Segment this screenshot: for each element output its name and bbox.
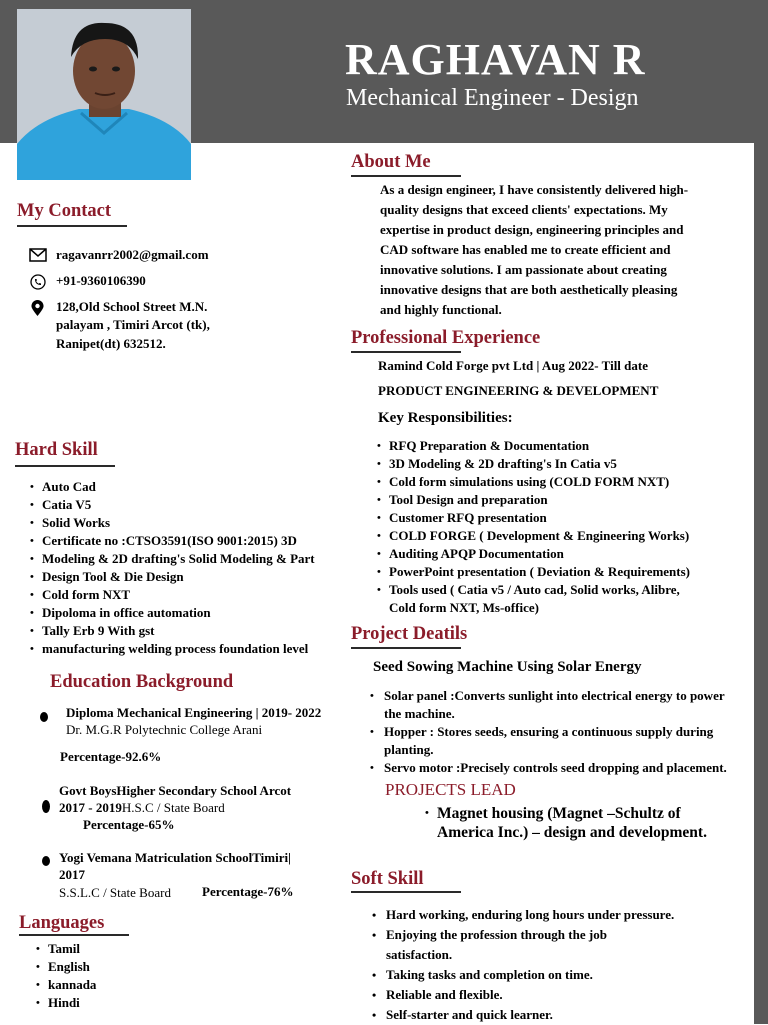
about-underline (351, 175, 461, 177)
list-item: • COLD FORGE ( Development & Engineering Works) (377, 527, 747, 545)
education-1-title: Diploma Mechanical Engineering | 2019- 2022 (66, 705, 322, 720)
list-item: • Design Tool & Die Design (30, 568, 350, 586)
education-3-board: S.S.L.C / State Board (59, 885, 171, 900)
right-side-bar (754, 143, 768, 1024)
education-heading: Education Background (50, 672, 234, 692)
languages-heading: Languages (19, 913, 105, 933)
soft-skill-list: • Hard working, enduring long hours under pressure. • Enjoying the profession through the job satisfaction. • Taking tasks and completion on time. • Reliable and flexible. • Self-starter and quick learner. (372, 907, 675, 1022)
location-pin-icon (31, 300, 44, 322)
list-item: • English (36, 958, 186, 976)
education-3-percentage: Percentage-76% (202, 884, 294, 899)
hard-skill-heading: Hard Skill (15, 440, 98, 460)
responsibilities-list (377, 437, 747, 617)
responsibilities-heading: Key Responsibilities: (378, 410, 513, 426)
list-item: Cold form NXT, Ms-office) (389, 600, 539, 615)
education-2-year-board: 2017 - 2019H.S.C / State Board (59, 800, 225, 815)
contact-email: ragavanrr2002@gmail.com (56, 247, 209, 262)
education-2-percentage: Percentage-65% (83, 817, 175, 832)
about-text: As a design engineer, I have consistently delivered high- quality designs that exceed clients' expectations. My expertise in product design, engineering principles and CAD software has enabled me to create efficient and innovative solutions. I am passionate about creating innovative designs that are both aesthetically pleasing and highly functional. (380, 182, 689, 317)
list-item: • RFQ Preparation & Documentation (377, 437, 747, 455)
projects-lead-heading: PROJECTS LEAD (385, 780, 516, 799)
education-3-title: Yogi Vemana Matriculation SchoolTimiri| (59, 850, 291, 865)
list-item: • Customer RFQ presentation (377, 509, 747, 527)
projects-lead-text: • Magnet housing (Magnet –Schultz of America Inc.) – design and development. (425, 805, 707, 841)
about-heading: About Me (351, 152, 431, 172)
list-item: • Tools used ( Catia v5 / Auto cad, Solid works, Alibre, (377, 581, 747, 599)
contact-underline (17, 225, 127, 227)
languages-list (36, 940, 186, 1012)
list-item: • Dipoloma in office automation (30, 604, 350, 622)
languages-underline (19, 934, 129, 936)
list-item: • manufacturing welding process foundation level (30, 640, 350, 658)
hard-skill-list (30, 478, 350, 658)
contact-address-line-2: palayam , Timiri Arcot (tk), (56, 317, 210, 332)
education-1-percentage: Percentage-92.6% (60, 749, 162, 764)
soft-skill-underline (351, 891, 461, 893)
mail-icon (29, 248, 47, 267)
list-item: • Tamil (36, 940, 186, 958)
education-bullet (42, 856, 50, 866)
list-item: • PowerPoint presentation ( Deviation & Requirements) (377, 563, 747, 581)
list-item: • Tally Erb 9 With gst (30, 622, 350, 640)
experience-heading: Professional Experience (351, 328, 541, 348)
list-item: • Hindi (36, 994, 186, 1012)
education-2-title: Govt BoysHigher Secondary School Arcot (59, 783, 292, 798)
phone-icon (30, 274, 46, 295)
education-bullet (40, 712, 48, 722)
list-item: • Cold form simulations using (COLD FORM NXT) (377, 473, 747, 491)
list-item: • Auditing APQP Documentation (377, 545, 747, 563)
contact-phone: +91-9360106390 (56, 273, 146, 288)
list-item: • kannada (36, 976, 186, 994)
list-item: • Catia V5 (30, 496, 350, 514)
list-item: • Solid Works (30, 514, 350, 532)
experience-department: PRODUCT ENGINEERING & DEVELOPMENT (378, 383, 659, 398)
contact-address-line-3: Ranipet(dt) 632512. (56, 336, 166, 351)
candidate-title: Mechanical Engineer - Design (346, 85, 639, 111)
experience-underline (351, 351, 461, 353)
list-item: • Tool Design and preparation (377, 491, 747, 509)
candidate-name: RAGHAVAN R (345, 35, 646, 84)
project-heading: Project Deatils (351, 624, 468, 644)
project-title: Seed Sowing Machine Using Solar Energy (373, 659, 642, 675)
education-bullet (42, 800, 50, 813)
list-item: • Certificate no :CTSO3591(ISO 9001:2015) 3D (30, 532, 350, 550)
list-item: • Auto Cad (30, 478, 350, 496)
hard-skill-underline (15, 465, 115, 467)
soft-skill-heading: Soft Skill (351, 869, 424, 889)
list-item: • Modeling & 2D drafting's Solid Modeling & Part (30, 550, 350, 568)
list-item: • Cold form NXT (30, 586, 350, 604)
education-1-institution: Dr. M.G.R Polytechnic College Arani (66, 722, 263, 737)
project-details: • Solar panel :Converts sunlight into electrical energy to power the machine. • Hopper : Stores seeds, ensuring a continuous supply during planting. • Servo motor :Precisely controls seed dropping and placement. (370, 688, 727, 775)
education-3-year: 2017 (59, 867, 85, 882)
contact-heading: My Contact (17, 201, 112, 221)
project-underline (351, 647, 461, 649)
contact-address-line-1: 128,Old School Street M.N. (56, 299, 208, 314)
list-item: • 3D Modeling & 2D drafting's In Catia v5 (377, 455, 747, 473)
experience-company: Ramind Cold Forge pvt Ltd | Aug 2022- Till date (378, 358, 648, 373)
profile-photo (17, 9, 191, 180)
